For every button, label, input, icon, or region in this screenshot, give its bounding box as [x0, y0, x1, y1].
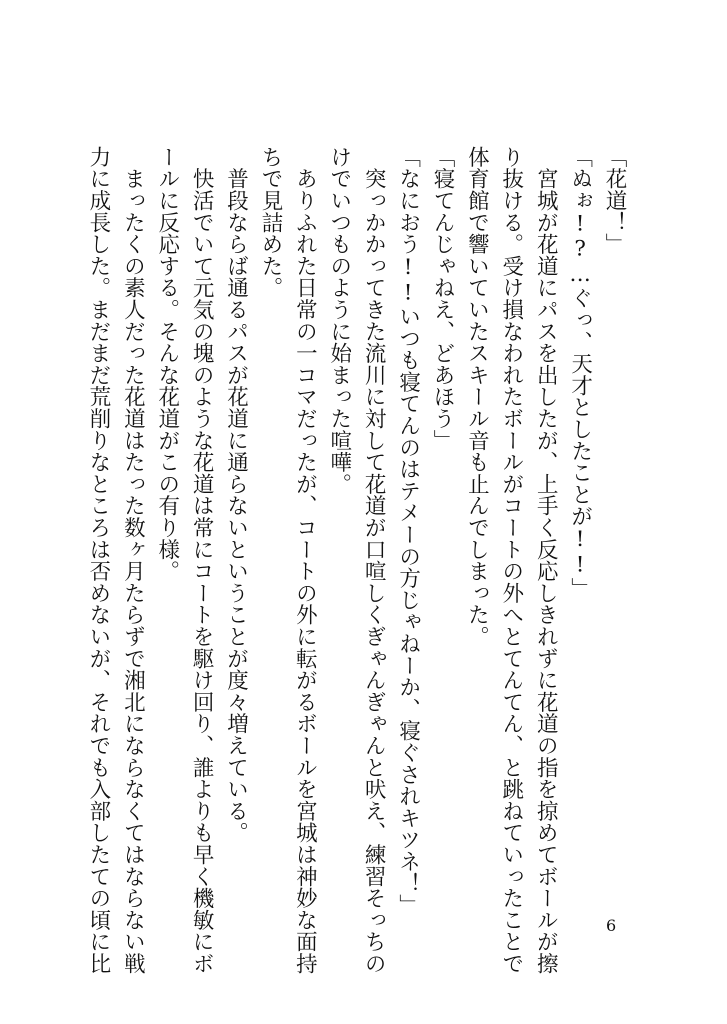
- text-line: 「寝てんじゃねえ、どあほう」: [429, 146, 455, 452]
- text-line: ちで見詰めた。: [257, 146, 283, 299]
- text-line: ありふれた日常の一コマだったが、コートの外に転がるボールを宮城は神妙な面持: [292, 146, 318, 975]
- text-line: 普段ならば通るパスが花道に通らないということが度々増えている。: [223, 146, 249, 844]
- text-line: 「花道！」: [602, 146, 627, 255]
- text-line: 宮城が花道にパスを出したが、上手く反応しきれずに花道の指を掠めてボールが擦: [533, 146, 559, 975]
- text-line: 力に成長した。まだまだ荒削りなところは否めないが、それでも入部したての頃に比: [85, 146, 111, 975]
- text-line: り抜ける。受け損なわれたボールがコートの外へとてんてん、と跳ねていったことで: [498, 146, 524, 975]
- page-number: 6: [606, 916, 617, 935]
- text-line: 「ぬぉ!?…ぐっ、天才としたことが!!」: [567, 146, 593, 600]
- text-line: 体育館で響いていたスキール音も止んでしまった。: [464, 146, 490, 648]
- text-line: まったくの素人だった花道はたった数ヶ月たらずで湘北にならなくてはならない戦: [120, 146, 146, 975]
- text-line: けでいつものように始まった喧嘩。: [326, 146, 352, 495]
- text-line: 突っかかってきた流川に対して花道が口喧しくぎゃんぎゃんと吠え、練習そっちの: [361, 146, 387, 975]
- text-line: 快活でいて元気の塊のような花道は常にコートを駆け回り、誰よりも早く機敏にボ: [189, 146, 215, 975]
- text-line: 「なにおう!!いつも寝てんのはテメーの方じゃねーか、寝ぐされキツネ！」: [395, 146, 421, 916]
- vertical-text-block: [81, 146, 632, 975]
- text-line: ールに反応する。そんな花道がこの有り様。: [154, 146, 180, 582]
